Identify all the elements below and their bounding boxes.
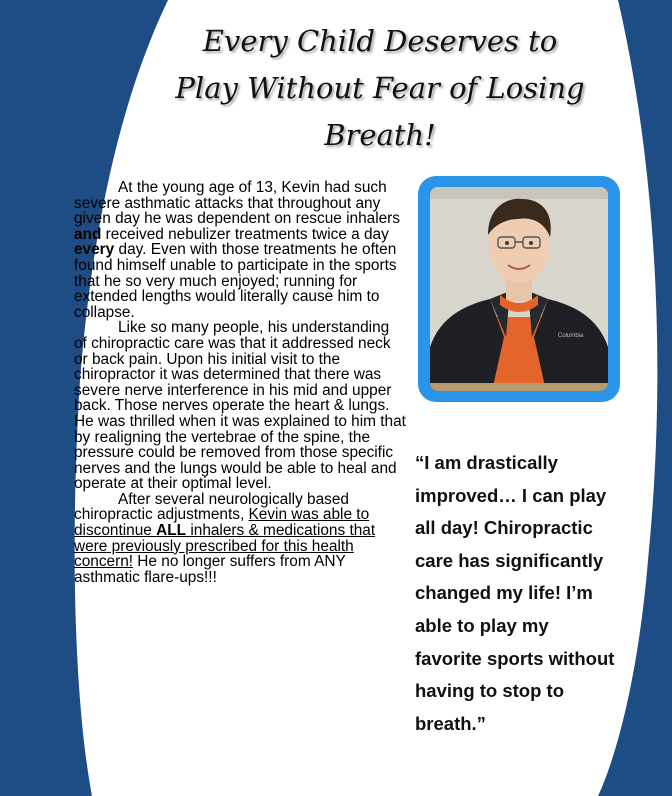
- testimonial-quote: “I am drastically improved… I can play all day! Chiropractic care has significantly changed my life! I’m able to play my favorite sports without having to stop to breath.”: [415, 452, 615, 734]
- story-text: [74, 180, 406, 585]
- story-paragraph-2: Like so many people, his understanding of chiropractic care was that it addressed neck or back pain. Upon his initial visit to the chiropractor it was determined that there was severe nerve interference in his mid and upper back. Those nerves operate the heart & lungs. He was thrilled when it was explained to him that by realigning the vertebrae of the spine, the pressure could be removed from those specific nerves and the lungs would be able to heal and operate at their optimal level.: [74, 319, 406, 493]
- portrait-illustration: [430, 187, 608, 391]
- photo-frame: [418, 176, 620, 402]
- kevin-photo: [430, 187, 608, 391]
- title-line-1: Every Child Deserves to: [202, 24, 558, 58]
- story-paragraph-1: At the young age of 13, Kevin had such severe asthmatic attacks that throughout any given day he was dependent on rescue inhalers and received nebulizer treatments twice a day every day. Even with those treatments he often found himself unable to participate in the sports that he so very much enjoyed; running for extended lengths would literally cause him to collapse.: [74, 179, 400, 321]
- title-line-3: Breath!: [324, 118, 436, 152]
- jacket-logo: Columbia: [558, 333, 584, 339]
- title-line-2: Play Without Fear of Losing: [175, 71, 585, 105]
- page-title: [120, 18, 640, 159]
- story-paragraph-3: After several neurologically based chiropractic adjustments, Kevin was able to discontinue ALL inhalers & medications that were previously prescribed for this health concern! He no longer suffers from ANY asthmatic flare-ups!!!: [74, 490, 376, 586]
